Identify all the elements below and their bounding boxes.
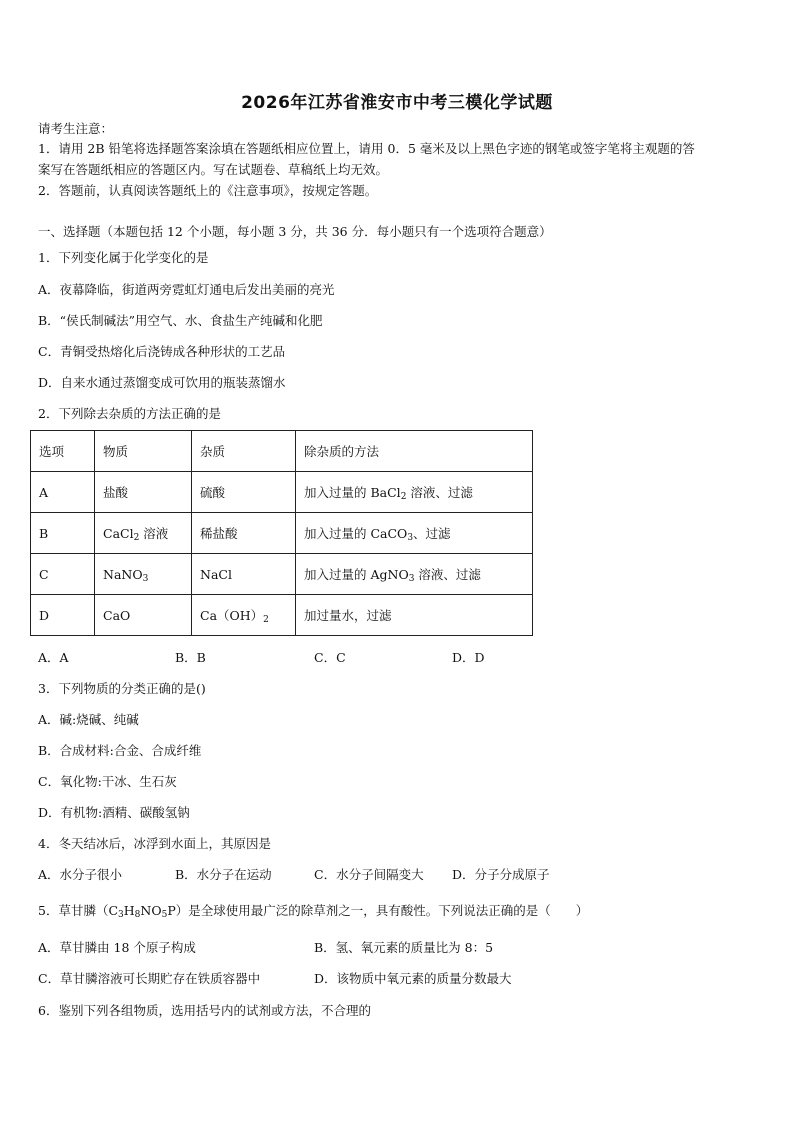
- header-impurity: 杂质: [192, 431, 296, 472]
- q2-option-d: D．D: [452, 650, 485, 665]
- q4-option-a: A．水分子很小: [38, 867, 123, 882]
- row-substance: CaCl$_2$ 溶液: [95, 513, 192, 554]
- q1-option-c: C．青铜受热熔化后浇铸成各种形状的工艺品: [38, 344, 286, 359]
- row-impurity: 稀盐酸: [192, 513, 296, 554]
- q2-option-c: C．C: [314, 650, 346, 665]
- table-row: [31, 554, 533, 595]
- q3-stem: 3．下列物质的分类正确的是(): [38, 681, 206, 696]
- row-option: C: [31, 554, 95, 595]
- table-header-row: [31, 431, 533, 472]
- q2-option-a: A．A: [38, 650, 69, 665]
- q4-option-d: D．分子分成原子: [452, 867, 550, 882]
- notice-item-1-line-1: 1．请用 2B 铅笔将选择题答案涂填在答题纸相应位置上，请用 0．5 毫米及以上黑色字迹的钢笔或签字笔将主观题的答: [38, 141, 695, 156]
- q1-stem: 1．下列变化属于化学变化的是: [38, 250, 209, 265]
- q4-option-c: C．水分子间隔变大: [314, 867, 424, 882]
- row-substance: 盐酸: [95, 472, 192, 513]
- row-option: A: [31, 472, 95, 513]
- q3-option-d: D．有机物:酒精、碳酸氢钠: [38, 805, 190, 820]
- header-method: 除杂质的方法: [296, 431, 533, 472]
- q4-stem: 4．冬天结冰后，冰浮到水面上，其原因是: [38, 836, 271, 851]
- q5-option-a: A．草甘膦由 18 个原子构成: [38, 940, 196, 955]
- row-impurity: NaCl: [192, 554, 296, 595]
- glyphosate-formula: $C_3H_8NO_5P$: [108, 903, 176, 920]
- q2-stem: 2．下列除去杂质的方法正确的是: [38, 406, 221, 421]
- q4-option-b: B．水分子在运动: [175, 867, 272, 882]
- row-impurity: 硫酸: [192, 472, 296, 513]
- row-option: B: [31, 513, 95, 554]
- notice-item-2: 2．答题前，认真阅读答题纸上的《注意事项》，按规定答题。: [38, 183, 378, 198]
- notice-heading: 请考生注意：: [38, 121, 114, 136]
- q5-stem: 5．草甘膦$(C_3H_8NO_5P)$是全球使用最广泛的除草剂之一，具有酸性。下列说法正确的是（ ）: [38, 903, 589, 920]
- row-substance: CaO: [95, 595, 192, 636]
- table-row: [31, 472, 533, 513]
- table-row: [31, 513, 533, 554]
- header-substance: 物质: [95, 431, 192, 472]
- section-1-heading: 一、选择题（本题包括 12 个小题，每小题 3 分，共 36 分．每小题只有一个选项符合题意）: [38, 224, 552, 239]
- q1-option-d: D．自来水通过蒸馏变成可饮用的瓶装蒸馏水: [38, 375, 286, 390]
- table-row: [31, 595, 533, 636]
- q6-stem: 6．鉴别下列各组物质，选用括号内的试剂或方法，不合理的: [38, 1003, 371, 1018]
- q3-option-a: A．碱:烧碱、纯碱: [38, 712, 139, 727]
- q1-option-a: A．夜幕降临，街道两旁霓虹灯通电后发出美丽的亮光: [38, 282, 335, 297]
- q2-option-b: B．B: [175, 650, 206, 665]
- exam-title: 2026年江苏省淮安市中考三模化学试题: [241, 93, 553, 113]
- row-method: 加入过量的 BaCl$_2$ 溶液、过滤: [296, 472, 533, 513]
- row-option: D: [31, 595, 95, 636]
- notice-item-1-line-2: 案写在答题纸相应的答题区内。写在试题卷、草稿纸上均无效。: [38, 162, 389, 177]
- q5-option-d: D．该物质中氧元素的质量分数最大: [314, 971, 512, 986]
- q3-option-b: B．合成材料:合金、合成纤维: [38, 743, 202, 758]
- row-impurity: $Ca(OH)_2$: [192, 595, 296, 636]
- row-method: 加入过量的 CaCO$_3$、过滤: [296, 513, 533, 554]
- q1-option-b: B．“侯氏制碱法”用空气、水、食盐生产纯碱和化肥: [38, 313, 323, 328]
- q5-option-b: B．氢、氧元素的质量比为 8：5: [314, 940, 494, 955]
- row-method: 加过量水，过滤: [296, 595, 533, 636]
- row-substance: NaNO$_3$: [95, 554, 192, 595]
- q5-option-c: C．草甘膦溶液可长期贮存在铁质容器中: [38, 971, 261, 986]
- q2-table: [30, 430, 533, 636]
- q3-option-c: C．氧化物:干冰、生石灰: [38, 774, 177, 789]
- header-option: 选项: [31, 431, 95, 472]
- row-method: 加入过量的 AgNO$_3$ 溶液、过滤: [296, 554, 533, 595]
